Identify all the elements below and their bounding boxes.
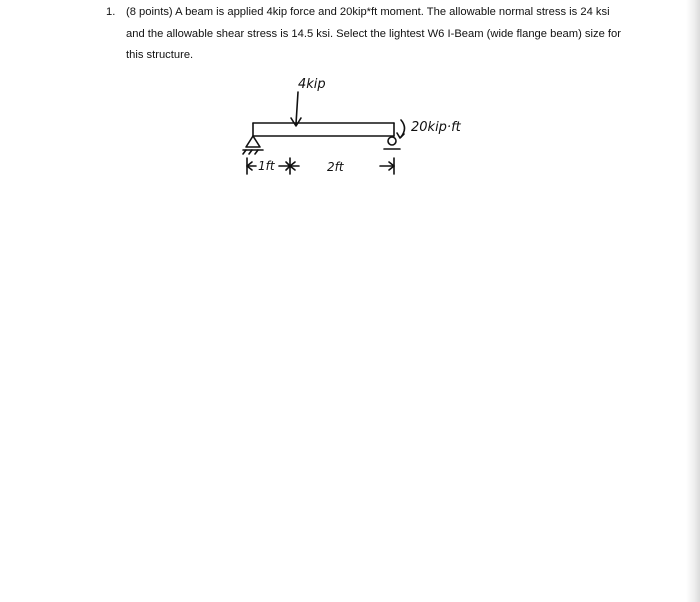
force-arrow	[291, 92, 301, 126]
moment-label: 20kip·ft	[411, 120, 461, 135]
roller-support-right	[384, 137, 400, 149]
problem-text: (8 points) A beam is applied 4kip force and 20kip*ft moment. The allowable normal stress is 24 ksi and the allowable shear stress is 14.5 ksi. Select the lightest W6 I-Beam (wide flange beam) size for this structure.	[126, 6, 621, 61]
pin-support-left	[243, 136, 263, 154]
page-edge-shadow	[686, 0, 700, 602]
dim-label-right: 2ft	[327, 160, 344, 174]
beam	[253, 123, 394, 136]
dim-label-left: 1ft	[258, 159, 275, 173]
force-label: 4kip	[298, 77, 326, 92]
problem-number: 1.	[106, 6, 116, 18]
moment-arrow	[397, 120, 405, 138]
